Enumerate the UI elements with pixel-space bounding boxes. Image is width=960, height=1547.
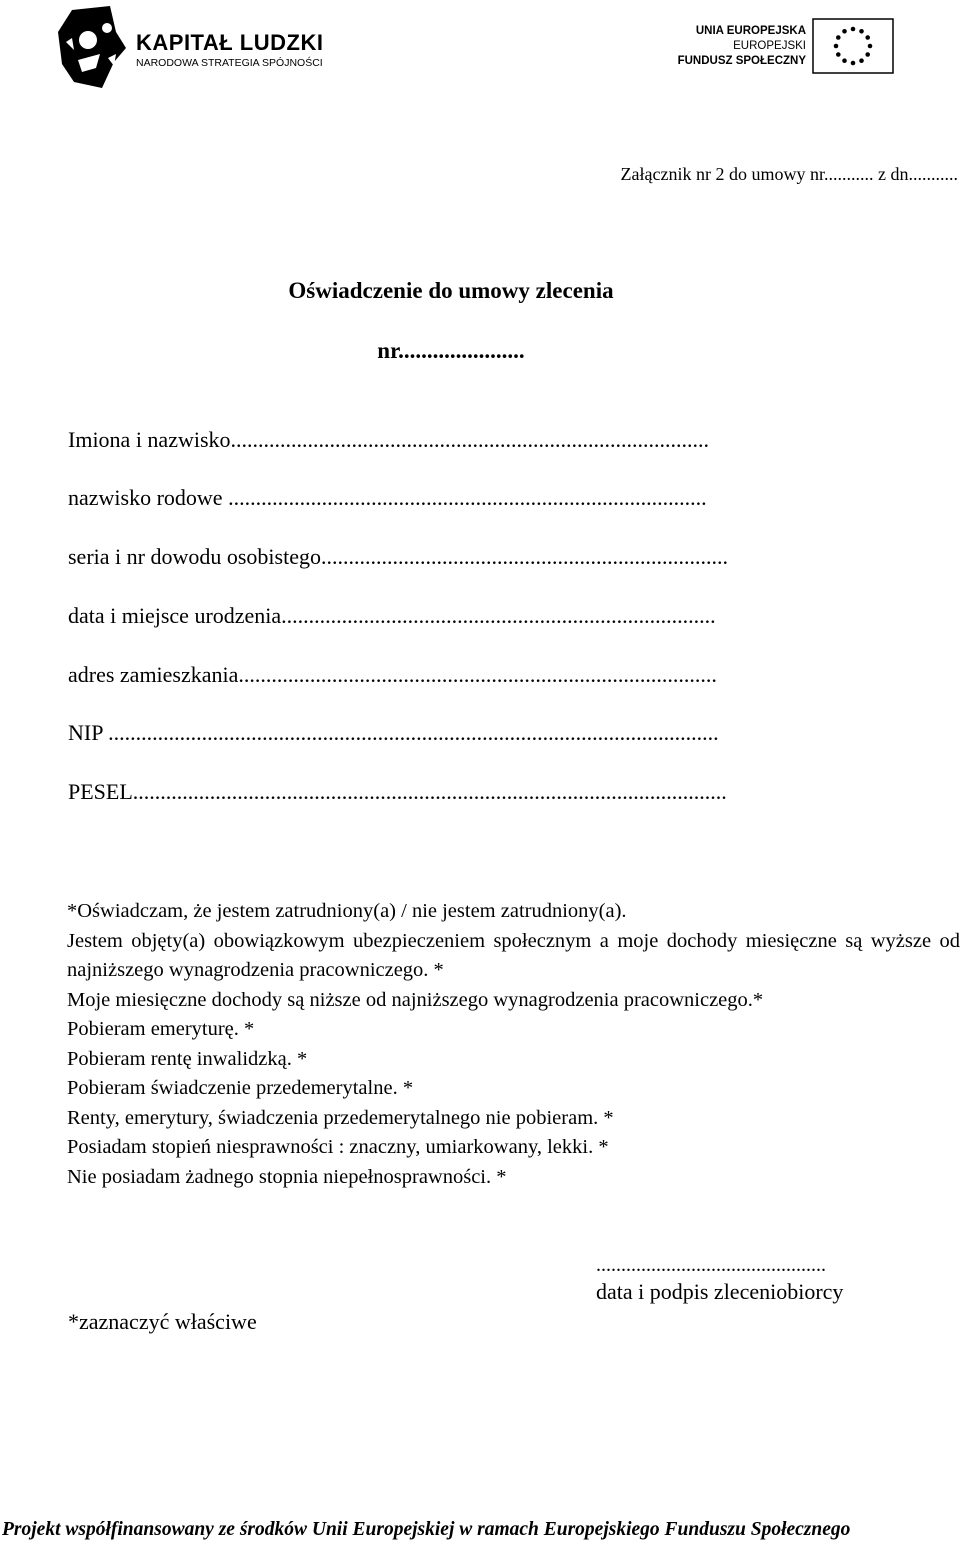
eu-flag-icon (812, 18, 894, 74)
signature-line: .............................................. (596, 1254, 826, 1276)
field-names: Imiona i nazwisko....................................................................................... (68, 427, 710, 452)
statement-employment: *Oświadczam, że jestem zatrudniony(a) / nie jestem zatrudniony(a). (67, 900, 627, 922)
eu-logo-line3: FUNDUSZ SPOŁECZNY (677, 55, 806, 67)
field-birth-data: data i miejsce urodzenia............................................................................... (68, 603, 716, 628)
statement-no-benefits: Renty, emerytury, świadczenia przedemerytalnego nie pobieram. * (67, 1106, 614, 1129)
statements-block (67, 897, 960, 1192)
field-address: adres zamieszkania....................................................................................... (68, 662, 717, 687)
eu-logo-line1: UNIA EUROPEJSKA (695, 25, 806, 37)
statement-insurance: Jestem objęty(a) obowiązkowym ubezpieczeniem społecznym a moje dochody miesięczne są wyższe od najniższego wynagrodzenia pracowniczego. * (67, 929, 960, 981)
statement-disability-degree: Posiadam stopień niesprawności : znaczny, umiarkowany, lekki. * (67, 1136, 609, 1158)
signature-label: data i podpis zleceniobiorcy (596, 1279, 844, 1304)
kapital-ludzki-subtitle: NARODOWA STRATEGIA SPÓJNOŚCI (136, 57, 323, 69)
statement-disability-pension: Pobieram rentę inwalidzką. * (67, 1047, 308, 1070)
mark-note: *zaznaczyć właściwe (68, 1309, 257, 1334)
statement-pension: Pobieram emeryturę. * (67, 1018, 255, 1040)
document-title: Oświadczenie do umowy zlecenia (288, 278, 614, 303)
kapital-ludzki-emblem-icon (58, 6, 126, 88)
field-nip: NIP ............................................................................................................... (68, 720, 719, 745)
document-number: nr...................... (377, 338, 525, 363)
kapital-ludzki-title: KAPITAŁ LUDZKI (136, 30, 324, 55)
annex-line: Załącznik nr 2 do umowy nr........... z dn........... (620, 164, 958, 184)
field-id-number: seria i nr dowodu osobistego.......................................................................... (68, 544, 728, 569)
field-pesel: PESEL............................................................................................................ (68, 779, 727, 804)
field-family-name: nazwisko rodowe ....................................................................................... (68, 485, 707, 510)
statement-pre-retirement: Pobieram świadczenie przedemerytalne. * (67, 1077, 414, 1099)
footer-funding-note: Projekt współfinansowany ze środków Unii Europejskiej w ramach Europejskiego Funduszu Społecznego (2, 1519, 851, 1540)
eu-logo-text (666, 24, 806, 69)
eu-logo-line2: EUROPEJSKI (733, 40, 806, 52)
statement-lower-income: Moje miesięczne dochody są niższe od najniższego wynagrodzenia pracowniczego.* (67, 988, 764, 1011)
statement-no-disability: Nie posiadam żadnego stopnia niepełnosprawności. * (67, 1165, 507, 1188)
